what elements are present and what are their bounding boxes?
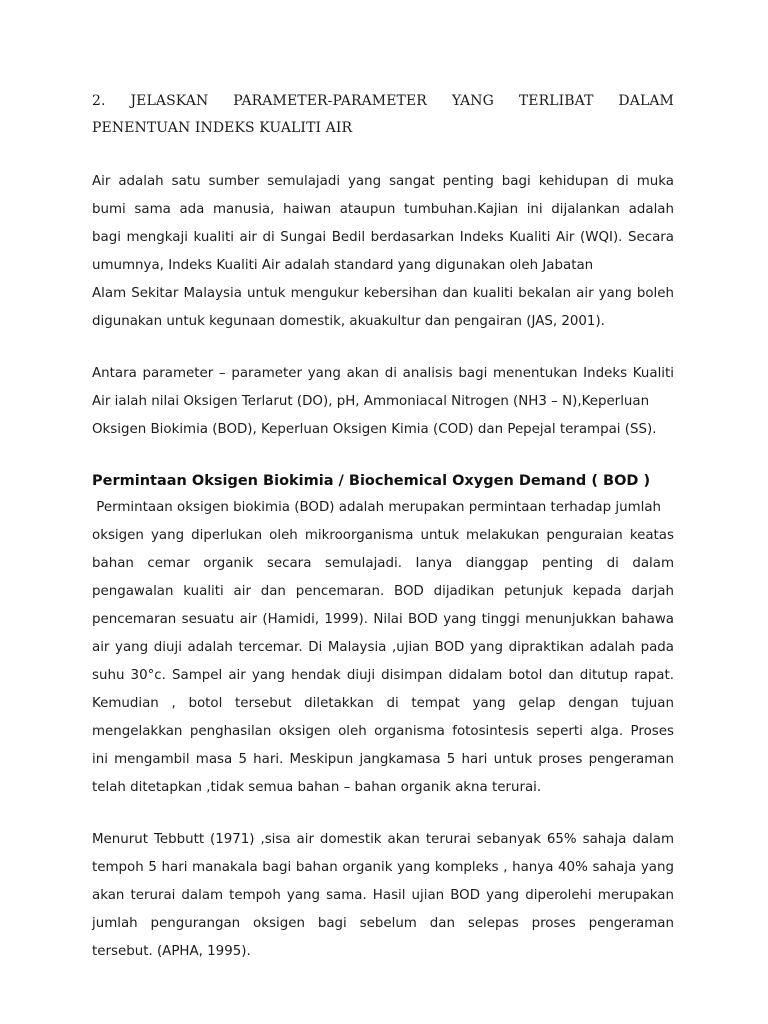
paragraph-line: Oksigen Biokimia (BOD), Keperluan Oksigen Kimia (COD) dan Pepejal terampai (SS). — [92, 422, 657, 437]
paragraph-line: Menurut Tebbutt (1971) ,sisa air domestik akan terurai sebanyak 65% sahaja dalam — [92, 832, 674, 847]
paragraph-line: Alam Sekitar Malaysia untuk mengukur kebersihan dan kualiti bekalan air yang boleh — [92, 286, 674, 301]
paragraph-line: bahan cemar organik secara semulajadi. Ianya dianggap penting di dalam — [92, 556, 674, 571]
paragraph-line: mengelakkan penghasilan oksigen oleh organisma fotosintesis seperti alga. Proses — [92, 724, 674, 739]
paragraph-parameters — [92, 360, 674, 444]
paragraph-line: pengawalan kualiti air dan pencemaran. BOD dijadikan petunjuk kepada darjah — [92, 584, 674, 599]
paragraph-line: oksigen yang diperlukan oleh mikroorganisma untuk melakukan penguraian keatas — [92, 528, 674, 543]
paragraph-line: akan terurai dalam tempoh yang sama. Hasil ujian BOD yang diperolehi merupakan — [92, 888, 674, 903]
paragraph-line: suhu 30°c. Sampel air yang hendak diuji disimpan didalam botol dan ditutup rapat. — [92, 668, 674, 683]
paragraph-line: digunakan untuk kegunaan domestik, akuakultur dan pengairan (JAS, 2001). — [92, 314, 605, 329]
paragraph-line: bumi sama ada manusia, haiwan ataupun tumbuhan.Kajian ini dijalankan adalah — [92, 202, 674, 217]
paragraph-line: Antara parameter – parameter yang akan di analisis bagi menentukan Indeks Kualiti — [92, 366, 674, 381]
section-heading-line-2: PENENTUAN INDEKS KUALITI AIR — [92, 120, 353, 136]
paragraph-line: umumnya, Indeks Kualiti Air adalah standard yang digunakan oleh Jabatan — [92, 258, 594, 273]
paragraph-line: pencemaran sesuatu air (Hamidi, 1999). Nilai BOD yang tinggi menunjukkan bahawa — [92, 612, 674, 627]
paragraph-bod — [92, 494, 674, 802]
paragraph-line: Air ialah nilai Oksigen Terlarut (DO), pH, Ammoniacal Nitrogen (NH3 – N),Keperluan — [92, 394, 650, 409]
paragraph-tebbutt — [92, 826, 674, 966]
document-page — [92, 88, 674, 966]
paragraph-air-intro — [92, 168, 674, 336]
paragraph-line: tersebut. (APHA, 1995). — [92, 944, 251, 959]
section-heading — [92, 88, 674, 142]
bod-subheading: Permintaan Oksigen Biokimia / Biochemical Oxygen Demand ( BOD ) — [92, 473, 651, 489]
paragraph-line: ini mengambil masa 5 hari. Meskipun jangkamasa 5 hari untuk proses pengeraman — [92, 752, 674, 767]
paragraph-line: jumlah pengurangan oksigen bagi sebelum dan selepas proses pengeraman — [92, 916, 674, 931]
paragraph-line: air yang diuji adalah tercemar. Di Malaysia ,ujian BOD yang dipraktikan adalah pada — [92, 640, 674, 655]
paragraph-line: telah ditetapkan ,tidak semua bahan – bahan organik akna terurai. — [92, 780, 542, 795]
paragraph-line: bagi mengkaji kualiti air di Sungai Bedil berdasarkan Indeks Kualiti Air (WQI). Secara — [92, 230, 674, 245]
section-heading-line-1: 2. JELASKAN PARAMETER-PARAMETER YANG TERLIBAT DALAM — [92, 93, 674, 109]
paragraph-line: Kemudian , botol tersebut diletakkan di tempat yang gelap dengan tujuan — [92, 696, 674, 711]
paragraph-line: Air adalah satu sumber semulajadi yang sangat penting bagi kehidupan di muka — [92, 174, 674, 189]
paragraph-line: Permintaan oksigen biokimia (BOD) adalah merupakan permintaan terhadap jumlah — [92, 500, 662, 515]
paragraph-line: tempoh 5 hari manakala bagi bahan organik yang kompleks , hanya 40% sahaja yang — [92, 860, 674, 875]
